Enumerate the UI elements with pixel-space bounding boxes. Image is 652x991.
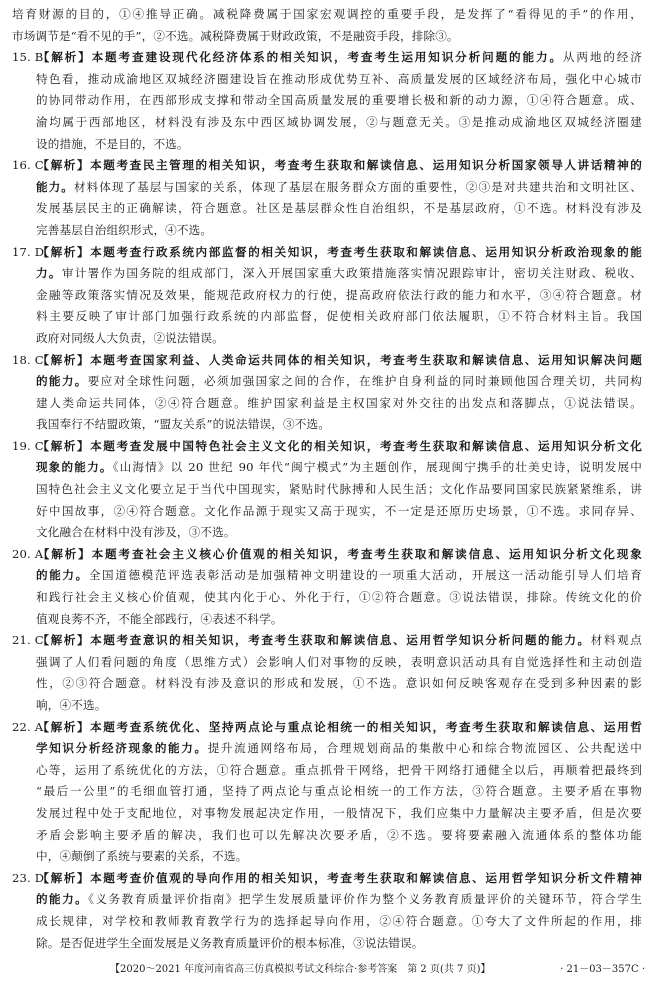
analysis-text: 从两地的经济 bbox=[562, 50, 642, 65]
answer-paragraph bbox=[12, 630, 642, 716]
paragraph-line: 好中国故事，②④符合题意。文化作品源于现实又高于现实，不一定是还原历史场景，①不选。求同存异、 bbox=[36, 503, 642, 518]
answer-paragraph bbox=[12, 47, 642, 155]
paragraph-first-line bbox=[12, 630, 642, 652]
paragraph-line: 国特色社会主义文化要立足于当代中国现实，紧贴时代脉搏和人民生活；文化作品要同国家民族紧紧维系，讲 bbox=[36, 482, 642, 497]
analysis-heading: 【解析】本题考查系统优化、坚持两点论与重点论相统一的相关知识，考查考生获取和解读信息、运用哲 bbox=[36, 719, 642, 734]
analysis-text: 《山海情》以 20 世纪 90 年代“闽宁模式”为主题创作，展现闽宁携手的壮美史诗，说明发展中 bbox=[112, 460, 642, 475]
paragraph-line: 成长规律，对学校和教师教育教学行为的选择起导向作用，②④符合题意。①夸大了文件所起的作用，排 bbox=[36, 913, 642, 928]
analysis-text: 审计署作为国务院的组成部门，深入开展国家重大政策措施落实情况跟踪审计，密切关注财政、税收、 bbox=[61, 266, 642, 281]
paragraph-first-line bbox=[12, 155, 642, 177]
analysis-heading-end: 的能力。 bbox=[36, 568, 89, 583]
paragraph-line: 渝均属于西部地区，材料没有涉及东中西区域协调发展，②与题意无关。③是推动成渝地区双城经济圈建 bbox=[36, 114, 642, 129]
paragraph-line: 中，④颠倒了系统与要素的关系，不选。 bbox=[36, 849, 248, 864]
analysis-text: 材料体现了基层与国家的关系，体现了基层在服务群众方面的重要性，②③是对共建共治和文明社区、 bbox=[73, 179, 642, 194]
question-number: 16. C bbox=[12, 158, 44, 173]
answer-paragraph bbox=[12, 155, 642, 241]
analysis-heading: 【解析】本题考查意识的相关知识，考查考生获取和解读信息、运用哲学知识分析问题的能力。 bbox=[36, 633, 591, 648]
question-number: 22. A bbox=[12, 719, 44, 734]
paragraph-line: “最后一公里”的毛细血管打通，坚持了两点论与重点论相统一的工作方法，③符合题意。主要矛盾在事物 bbox=[36, 784, 642, 799]
paragraph-line: 市场调节是“看不见的手”，②不选。减税降费属于财政政策，不是融资手段，排除③。 bbox=[12, 28, 459, 43]
question-number: 20. A bbox=[12, 546, 44, 561]
paragraph-first-line bbox=[12, 436, 642, 458]
page-footer bbox=[110, 962, 645, 978]
analysis-heading: 【解析】本题考查国家利益、人类命运共同体的相关知识，考查考生获取和解读信息、运用知识解决问题 bbox=[36, 352, 642, 367]
footer-code: · 21－03－357C · bbox=[560, 964, 645, 975]
paragraph-first-line bbox=[12, 717, 642, 739]
analysis-heading: 【解析】本题考查价值观的导向作用的相关知识，考查考生获取和解读信息、运用哲学知识分析文件精神 bbox=[36, 870, 642, 885]
paragraph-line bbox=[12, 177, 642, 199]
analysis-heading: 【解析】本题考查社会主义核心价值观的相关知识，考查考生获取和解读信息、运用知识分析文化现象 bbox=[36, 546, 642, 561]
analysis-heading: 【解析】本题考查行政系统内部监督的相关知识，考查考生获取和解读信息、运用知识分析政治现象的能 bbox=[36, 244, 642, 259]
paragraph-first-line bbox=[12, 350, 642, 372]
analysis-text: 《义务教育质量评价指南》把学生发展质量评价作为整个义务教育质量评价的关键环节，符合学生 bbox=[88, 892, 642, 907]
paragraph-line: 料主要反映了审计部门加强行政系统的内部监督，促使相关政府部门依法履职，①不符合材料主旨。我国 bbox=[36, 309, 642, 324]
paragraph-line: 强调了人们看问题的角度（思维方式）会影响人们对事物的反映，表明意识活动具有自觉选择性和主动创造 bbox=[36, 654, 642, 669]
question-number: 15. B bbox=[12, 50, 44, 65]
paragraph-line bbox=[12, 371, 642, 393]
answer-paragraph bbox=[12, 544, 642, 630]
paragraph-line: 发展过程中处于支配地位，对事物发展起决定作用，一般情况下，我们应集中力量解决主要矛盾，但是次要 bbox=[36, 805, 642, 820]
paragraph-first-line bbox=[12, 544, 642, 566]
question-number: 18. C bbox=[12, 352, 44, 367]
answer-paragraph bbox=[12, 4, 642, 47]
paragraph-line bbox=[12, 565, 642, 587]
paragraph-line: 性，②③符合题意。材料没有涉及意识的形成和发展，①不选。意识如何反映客观存在受到多种因素的影 bbox=[36, 676, 642, 691]
paragraph-line: 心等，运用了系统优化的方法，①符合题意。重点抓骨干网络，把骨干网络打通健全以后，再顺着把最终到 bbox=[36, 762, 642, 777]
paragraph-line: 矛盾会影响主要矛盾的解决，我们也可以先解决次要矛盾，②不选。要将要素融入流通体系的整体功能 bbox=[36, 827, 642, 842]
analysis-heading-end: 的能力。 bbox=[36, 892, 89, 907]
answer-page bbox=[12, 4, 642, 954]
answer-paragraph bbox=[12, 242, 642, 350]
paragraph-line: 完善基层自治组织形式，④不选。 bbox=[36, 222, 213, 237]
analysis-text: 提升流通网络布局，合理规划商品的集散中心和综合物流园区、公共配送中 bbox=[207, 741, 642, 756]
question-number: 19. C bbox=[12, 438, 44, 453]
footer-title: 【2020～2021 年度河南省高三仿真模拟考试文科综合·参考答案 第 2 页(共 7 页)】 bbox=[110, 964, 491, 975]
paragraph-line bbox=[12, 738, 642, 760]
paragraph-first-line bbox=[12, 47, 642, 69]
analysis-heading-end: 学知识分析经济现象的能力。 bbox=[36, 741, 208, 756]
analysis-heading-end: 现象的能力。 bbox=[36, 460, 113, 475]
paragraph-line: 政府对同级人大负责，②说法错误。 bbox=[36, 330, 224, 345]
analysis-heading: 【解析】本题考查建设现代化经济体系的相关知识，考查考生运用知识分析问题的能力。 bbox=[36, 50, 563, 65]
paragraph-line: 我国奉行不结盟政策，“盟友关系”的说法错误，③不选。 bbox=[36, 417, 331, 432]
paragraph-line bbox=[12, 263, 642, 285]
question-number: 17. D bbox=[12, 244, 45, 259]
paragraph-line bbox=[12, 457, 642, 479]
analysis-heading-end: 能力。 bbox=[36, 179, 74, 194]
answer-paragraph bbox=[12, 350, 642, 436]
paragraph-line: 设的措施，不是目的，不选。 bbox=[36, 136, 189, 151]
paragraph-line: 响，④不选。 bbox=[36, 698, 107, 712]
analysis-text: 要应对全球性问题，必须加强国家之间的合作，在维护自身利益的同时兼顾他国合理关切，共同构 bbox=[87, 374, 642, 389]
question-number: 23. D bbox=[12, 870, 45, 885]
paragraph-line: 金融等政策落实情况及效果，能规范政府权力的行使，提高政府依法行政的能力和水平，③④符合题意。材 bbox=[36, 287, 642, 302]
paragraph-line: 培育财源的目的，①④推导正确。减税降费属于国家宏观调控的重要手段，是发挥了“看得见的手”的作用， bbox=[12, 7, 642, 21]
paragraph-line: 建人类命运共同体，②④符合题意。维护国家利益是主权国家对外交往的出发点和落脚点，①说法错误。 bbox=[36, 395, 642, 410]
answer-paragraph bbox=[12, 436, 642, 544]
answer-paragraph bbox=[12, 717, 642, 868]
paragraph-first-line bbox=[12, 868, 642, 890]
analysis-heading-end: 的能力。 bbox=[36, 374, 88, 389]
paragraph-line: 和践行社会主义核心价值观，使其内化于心、外化于行，①②符合题意。③说法错误，排除。传统文化的价 bbox=[36, 590, 642, 605]
paragraph-line: 的协同带动作用，在西部形成支撑和带动全国高质量发展的重要增长极和新的动力源，①④符合题意。成、 bbox=[36, 93, 642, 108]
analysis-heading-end: 力。 bbox=[36, 266, 62, 281]
paragraph-line bbox=[12, 889, 642, 911]
paragraph-line: 值观良莠不齐，不能全部践行，④表述不科学。 bbox=[36, 611, 283, 626]
paragraph-line: 文化融合在材料中没有涉及，③不选。 bbox=[36, 525, 236, 540]
analysis-heading: 【解析】本题考查发展中国特色社会主义文化的相关知识，考查考生获取和解读信息、运用知识分析文化 bbox=[36, 438, 642, 453]
paragraph-line: 除。是否促进学生全面发展是义务教育质量评价的根本标准，③说法错误。 bbox=[36, 935, 424, 950]
analysis-heading: 【解析】本题考查民主管理的相关知识，考查考生获取和解读信息、运用知识分析国家领导人讲话精神的 bbox=[36, 158, 642, 173]
question-number: 21. C bbox=[12, 633, 44, 648]
answer-paragraph bbox=[12, 868, 642, 954]
paragraph-line: 特色看，推动成渝地区双城经济圈建设旨在推动形成优势互补、高质量发展的区域经济布局，强化中心城市 bbox=[36, 71, 642, 86]
analysis-text: 全国道德模范评选表彰活动是加强精神文明建设的一项重大活动，开展这一活动能引导人们培育 bbox=[88, 568, 642, 583]
paragraph-line: 发展基层民主的正确解读，符合题意。社区是基层群众性自治组织，不是基层政府，①不选。材料没有涉及 bbox=[36, 201, 642, 216]
paragraph-first-line bbox=[12, 242, 642, 264]
analysis-text: 材料观点 bbox=[590, 633, 642, 648]
